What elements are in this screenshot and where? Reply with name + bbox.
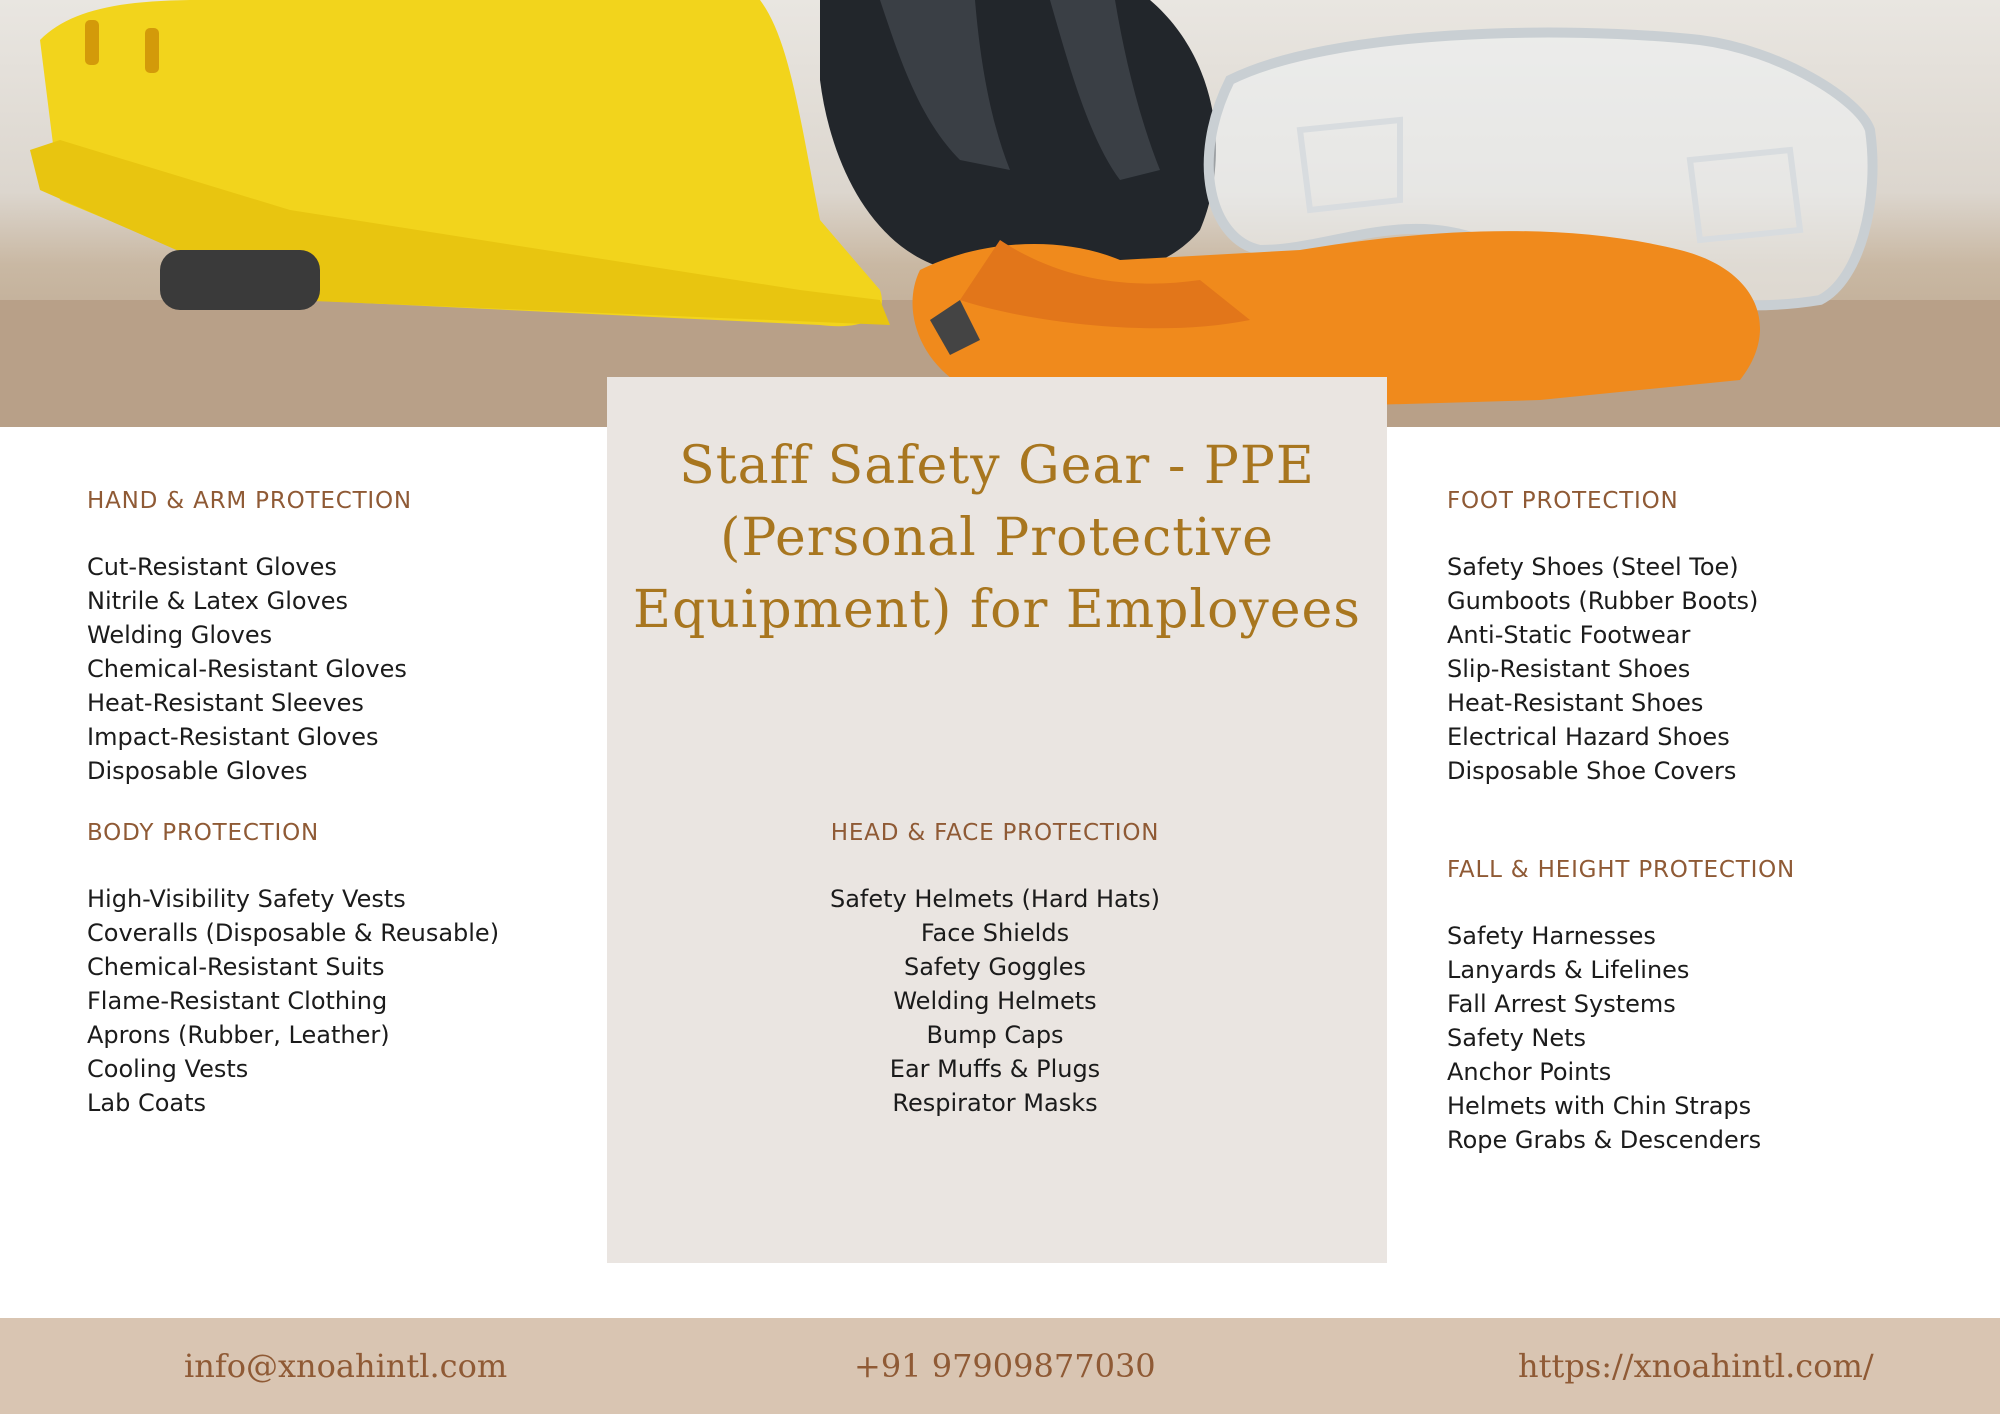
section-fall-height [1447, 853, 1795, 1157]
section-body [87, 816, 499, 1120]
list-item: Respirator Masks [892, 1089, 1098, 1117]
section-heading: FALL & HEIGHT PROTECTION [1447, 857, 1796, 883]
list-item: Aprons (Rubber, Leather) [87, 1021, 390, 1049]
list-item: Electrical Hazard Shoes [1447, 723, 1730, 751]
list-item: Chemical-Resistant Suits [87, 953, 385, 981]
item-list [700, 882, 1290, 1120]
ear-muffs-icon [820, 0, 1216, 282]
email-link[interactable]: info@xnoahintl.com [184, 1347, 508, 1385]
list-item: Face Shields [920, 919, 1070, 947]
list-item: Cooling Vests [87, 1055, 249, 1083]
list-item: Fall Arrest Systems [1447, 990, 1676, 1018]
list-item: Welding Gloves [87, 621, 273, 649]
hero-photo [0, 0, 2000, 427]
footer-bar [0, 1318, 2000, 1414]
list-item: Disposable Shoe Covers [1447, 757, 1737, 785]
item-list [1447, 550, 1758, 788]
list-item: Heat-Resistant Shoes [1447, 689, 1704, 717]
list-item: Cut-Resistant Gloves [87, 553, 337, 581]
list-item: Anti-Static Footwear [1447, 621, 1691, 649]
list-item: Safety Helmets (Hard Hats) [829, 885, 1161, 913]
section-heading: HEAD & FACE PROTECTION [830, 820, 1160, 846]
website-link[interactable]: https://xnoahintl.com/ [1518, 1347, 1874, 1385]
list-item: Bump Caps [926, 1021, 1064, 1049]
page-title: Staff Safety Gear - PPE (Personal Protective Equipment) for Employees [633, 436, 1361, 640]
list-item: Safety Harnesses [1447, 922, 1656, 950]
section-hand-arm [87, 484, 412, 788]
hard-hat-icon [30, 0, 890, 326]
section-heading: FOOT PROTECTION [1447, 488, 1679, 514]
item-list [87, 550, 412, 788]
list-item: Disposable Gloves [87, 757, 308, 785]
list-item: Safety Nets [1447, 1024, 1587, 1052]
item-list [1447, 919, 1795, 1157]
section-head-face [700, 816, 1290, 1120]
section-heading: HAND & ARM PROTECTION [87, 488, 412, 514]
list-item: Ear Muffs & Plugs [889, 1055, 1101, 1083]
list-item: Coveralls (Disposable & Reusable) [87, 919, 500, 947]
list-item: Impact-Resistant Gloves [87, 723, 379, 751]
list-item: Welding Helmets [893, 987, 1097, 1015]
list-item: Chemical-Resistant Gloves [87, 655, 407, 683]
list-item: Lanyards & Lifelines [1447, 956, 1690, 984]
list-item: Safety Goggles [903, 953, 1087, 981]
list-item: Anchor Points [1447, 1058, 1612, 1086]
list-item: Rope Grabs & Descenders [1447, 1126, 1762, 1154]
list-item: Gumboots (Rubber Boots) [1447, 587, 1759, 615]
item-list [87, 882, 499, 1120]
list-item: Lab Coats [87, 1089, 207, 1117]
list-item: Slip-Resistant Shoes [1447, 655, 1691, 683]
list-item: Heat-Resistant Sleeves [87, 689, 364, 717]
list-item: Helmets with Chin Straps [1447, 1092, 1752, 1120]
section-foot [1447, 484, 1758, 788]
ppe-illustration [0, 0, 2000, 427]
section-heading: BODY PROTECTION [87, 820, 320, 846]
list-item: Nitrile & Latex Gloves [87, 587, 349, 615]
list-item: Safety Shoes (Steel Toe) [1447, 553, 1739, 581]
phone-link[interactable]: +91 97909877030 [854, 1347, 1156, 1385]
list-item: Flame-Resistant Clothing [87, 987, 388, 1015]
list-item: High-Visibility Safety Vests [87, 885, 406, 913]
